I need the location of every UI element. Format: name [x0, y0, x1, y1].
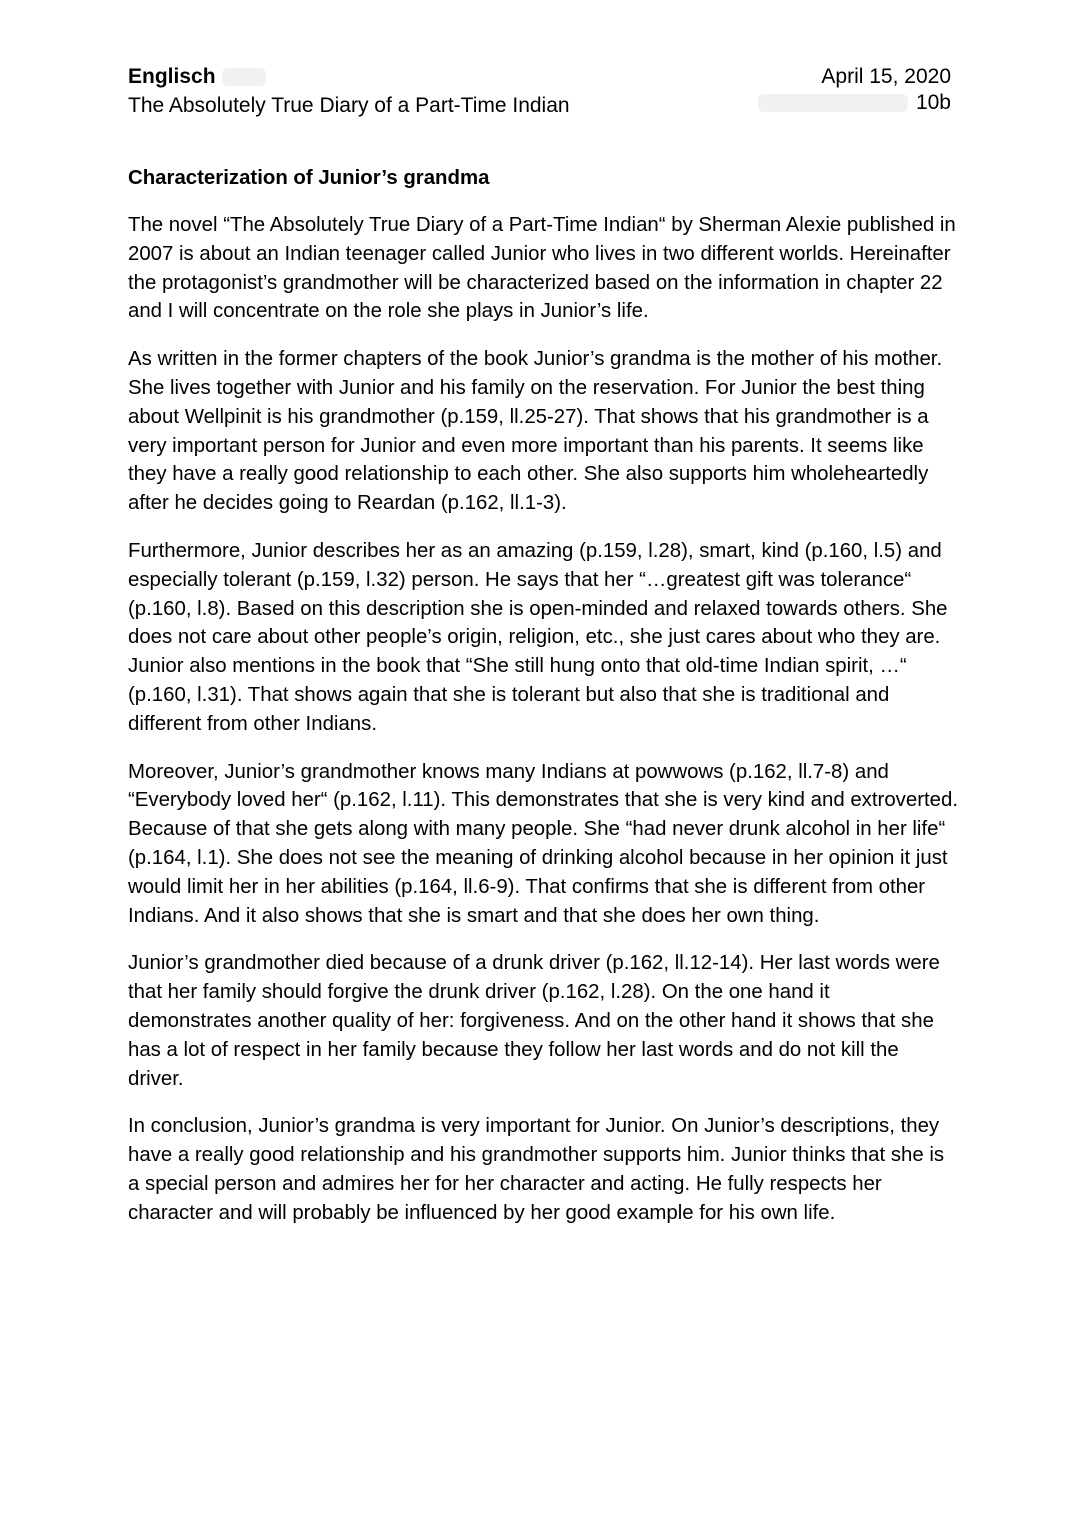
paragraph-intro: The novel “The Absolutely True Diary of a Part-Time Indian“ by Sherman Alexie published in 2007 is about an Indian teenager called Junior who lives in two different worlds. Hereinafter the protagonist’s grandmother will be characterized based on the information in chapter 22 and I will concentrate on the role she plays in Junior’s life. [128, 214, 956, 323]
header-row-bottom [128, 90, 951, 119]
subject-group [128, 64, 266, 90]
essay-title: Characterization of Junior’s grandma [128, 167, 490, 189]
paragraph-death: Junior’s grandmother died because of a drunk driver (p.162, ll.12-14). Her last words were that her family should forgive the drunk driver (p.162, l.28). On the one hand it demonstrates another quality of her: forgiveness. And on the other hand it shows that she has a lot of respect in her family because they follow her last words and do not kill the driver. [128, 952, 940, 1090]
book-title-label: The Absolutely True Diary of a Part-Time Indian [128, 94, 570, 117]
class-group [758, 90, 951, 116]
redacted-name [222, 68, 266, 86]
essay-body [128, 164, 958, 1247]
paragraph-social: Moreover, Junior’s grandmother knows many Indians at powwows (p.162, ll.7-8) and “Everybody loved her“ (p.162, l.11). This demonstrates that she is very kind and extroverted. Because of that she gets along with many people. She “had never drunk alcohol in her life“ (p.164, l.1). She does not see the meaning of drinking alcohol because in her opinion it just would limit her in her abilities (p.164, ll.6-9). That confirms that she is different from other Indians. And it also shows that she is smart and that she does her own thing. [128, 760, 959, 927]
paragraph-relationship: As written in the former chapters of the book Junior’s grandma is the mother of his mother. She lives together with Junior and his family on the reservation. For Junior the best thing about Wellpinit is his grandmother (p.159, ll.25-27). That shows that his grandmother is a very important person for Junior and even more important than his parents. It seems like they have a really good relationship to each other. She also supports him wholeheartedly after he decides going to Reardan (p.162, ll.1-3). [128, 348, 943, 515]
header-row-top [128, 64, 951, 90]
redacted-info [758, 94, 908, 112]
class-label: 10b [915, 91, 951, 114]
subject-label: Englisch [128, 65, 216, 88]
paragraph-conclusion: In conclusion, Junior’s grandma is very important for Junior. On Junior’s descriptions, they have a really good relationship and his grandmother supports him. Junior thinks that she is a special person and admires her for her character and acting. He fully respects her character and will probably be influenced by her good example for his own life. [128, 1115, 945, 1224]
date-label: April 15, 2020 [821, 65, 951, 88]
paragraph-traits: Furthermore, Junior describes her as an amazing (p.159, l.28), smart, kind (p.160, l.5) and especially tolerant (p.159, l.32) person. He says that her “…greatest gift was tolerance“ (p.160, l.8). Based on this description she is open-minded and relaxed towards others. She does not care about other people’s origin, religion, etc., she just cares about who they are. Junior also mentions in the book that “She still hung onto that old-time Indian spirit, …“ (p.160, l.31). That shows again that she is tolerant but also that she is traditional and different from other Indians. [128, 539, 948, 735]
document-header [128, 64, 951, 119]
